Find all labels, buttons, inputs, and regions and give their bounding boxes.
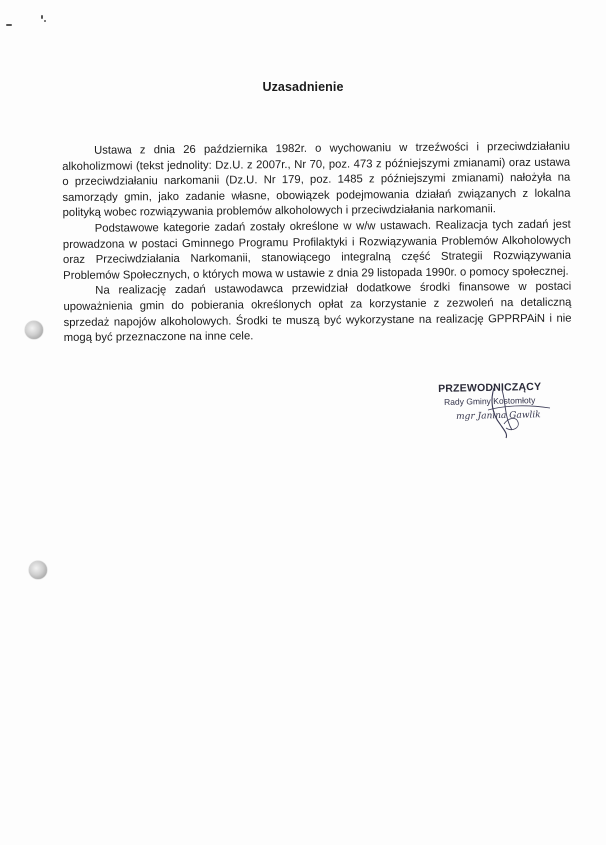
stamp-title: PRZEWODNICZĄCY <box>438 380 542 395</box>
punch-hole-top <box>25 321 43 339</box>
document-title: Uzasadnienie <box>262 80 344 94</box>
signature-block <box>432 380 602 440</box>
handwritten-signature <box>432 380 602 440</box>
paragraph-funding: Na realizację zadań ustawodawca przewidział dodatkowe środki finansowe w postaci upoważnienia gmin do pobierania określonych opłat za korzystanie z zezwoleń na detaliczną sprzedaż napojów alkoholowych. Środki te muszą być wykorzystane na realizację GPPRPAiN i nie mogą być przeznaczone na inne cele. <box>63 280 572 345</box>
stamp-name: mgr Janina Gawlik <box>456 410 541 422</box>
paragraph-program-scope: Podstawowe kategorie zadań zostały określone w w/w ustawach. Realizacja tych zadań jest prowadzona w postaci Gminnego Programu Profilaktyki i Rozwiązywania Problemów Alkoholowych oraz Przeciwdziałania Narkomanii, stanowiącego integralną część Strategii Rozwiązywania Problemów Społecznych, o których mowa w ustawie z dnia 29 listopada 1990r. o pomocy społecznej. <box>62 218 572 282</box>
paragraph-legal-basis: Ustawa z dnia 26 października 1982r. o wychowaniu w trzeźwości i przeciwdziałaniu alkoholizmowi (tekst jednolity: Dz.U. z 2007r., Nr 70, poz. 473 z późniejszymi zmianami) oraz ustawa o przeciwdziałaniu narkomanii (Dz.U. Nr 179, poz. 1485 z późniejszymi zmianami) nałożyła na samorządy gmin, jako zadanie własne, obowiązek podejmowania działań związanych z lokalna polityką wobec rozwiązywania problemów alkoholowych i przeciwdziałania narkomanii. <box>62 140 571 220</box>
scan-speck <box>6 24 12 26</box>
scan-speck <box>44 20 46 22</box>
document-body <box>62 140 572 347</box>
scan-speck <box>41 15 43 19</box>
punch-hole-bottom <box>29 561 47 579</box>
stamp-council: Rady Gminy Kostomłoty <box>444 395 536 407</box>
